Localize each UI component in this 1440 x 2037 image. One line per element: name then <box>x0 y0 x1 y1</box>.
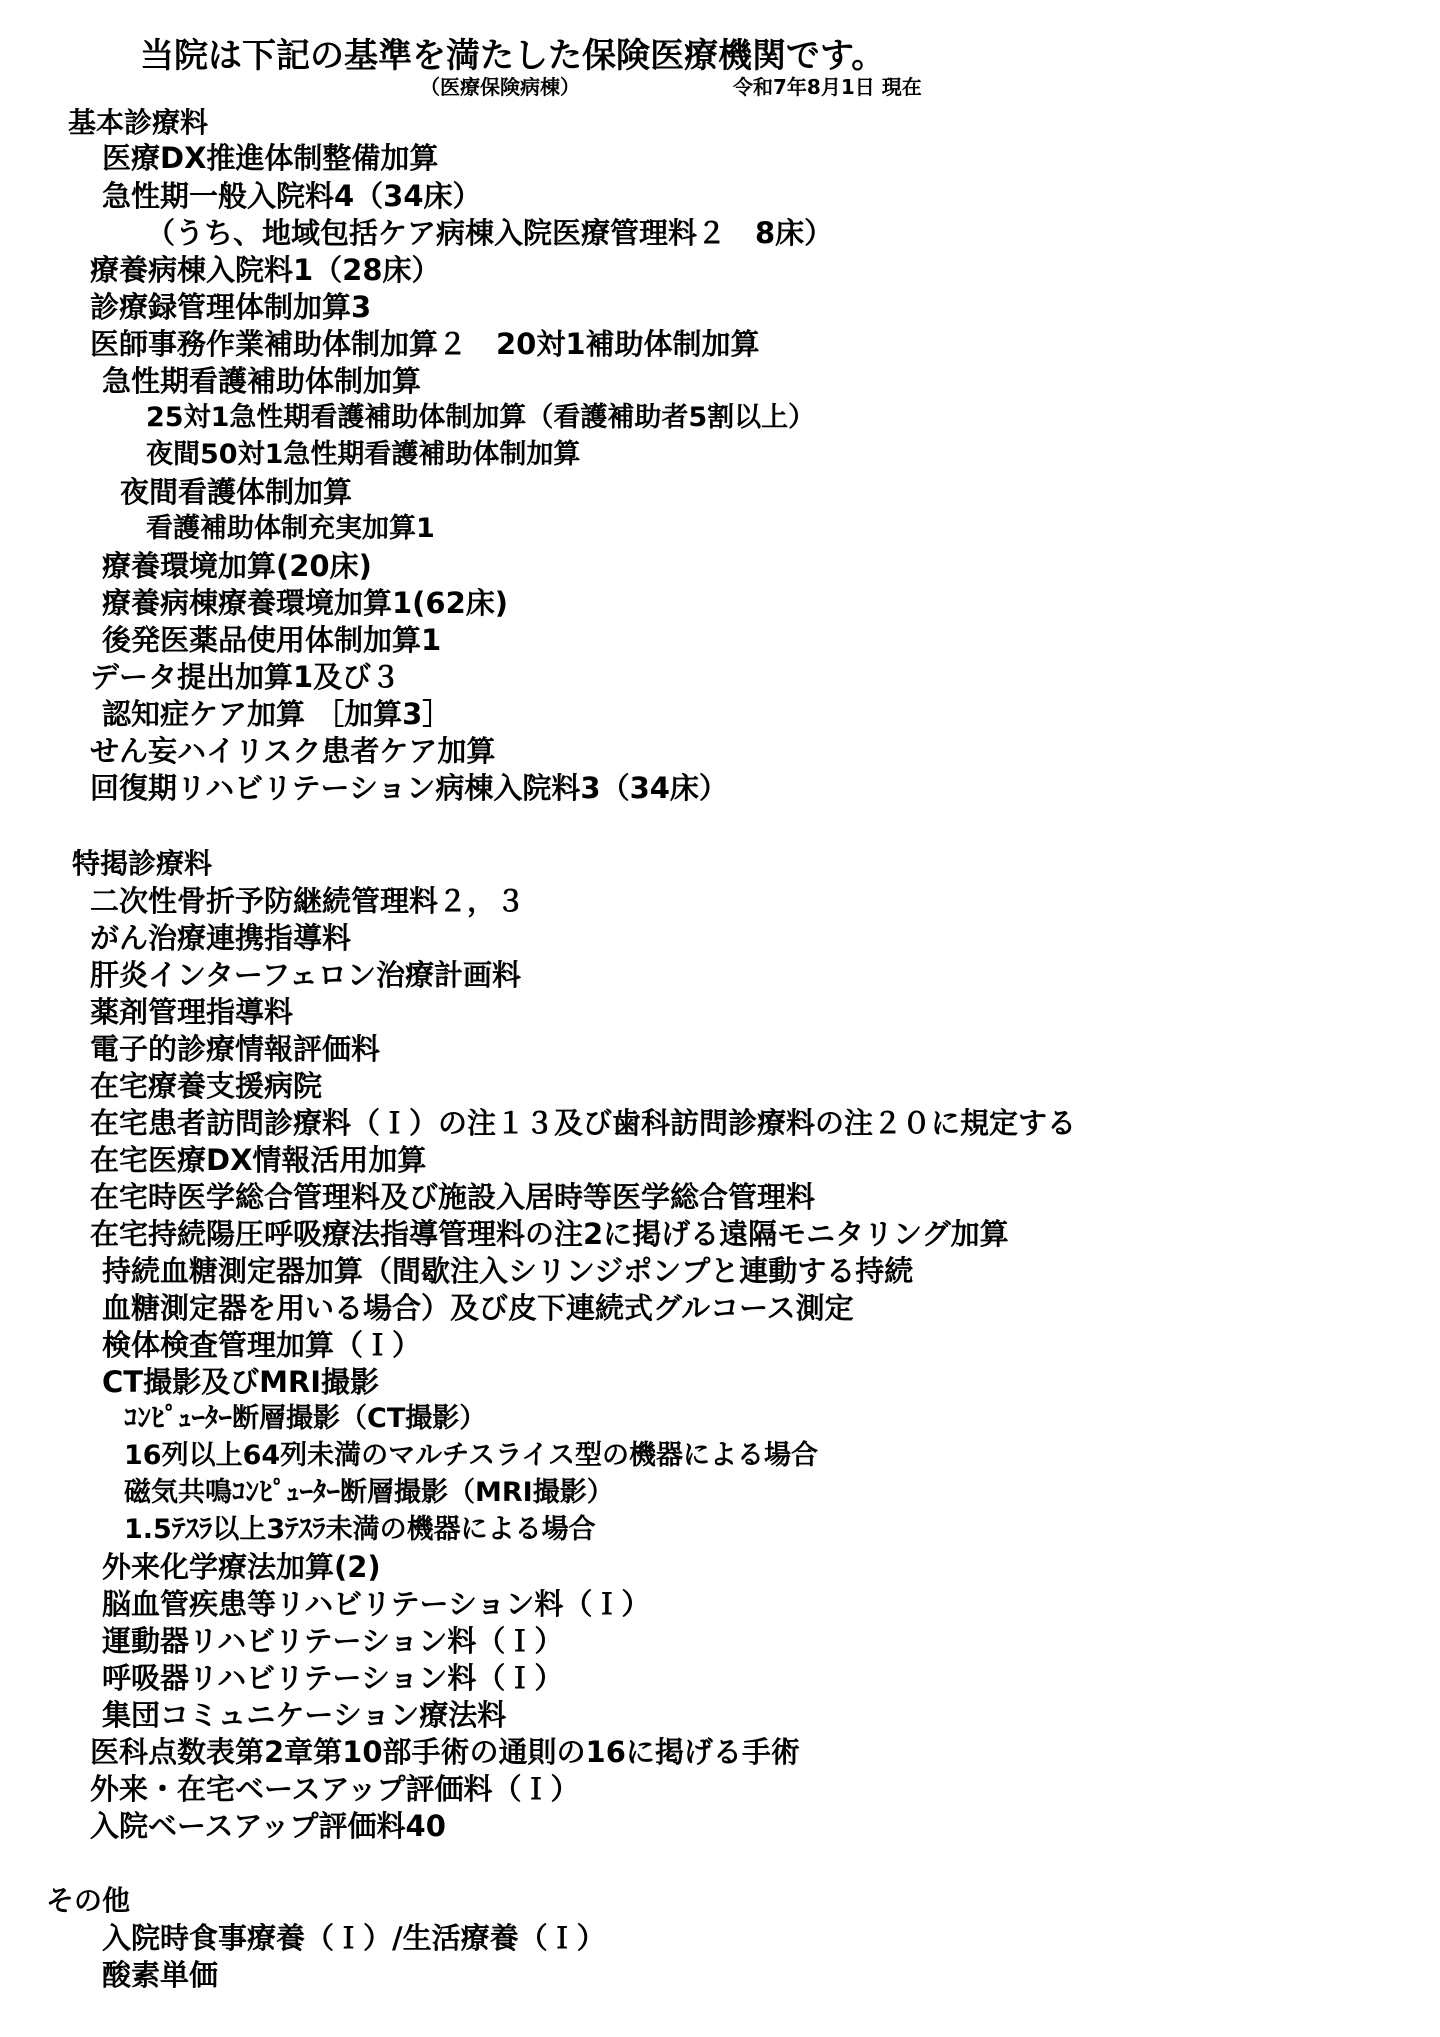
list-item: 外来化学療法加算(2) <box>102 1550 381 1584</box>
list-item: ｺﾝﾋﾟｭｰﾀｰ断層撮影（CT撮影） <box>124 1403 487 1434</box>
section-heading-special: 特掲診療料 <box>72 847 213 880</box>
list-item: 看護補助体制充実加算1 <box>146 513 435 544</box>
list-item: 在宅持続陽圧呼吸療法指導管理料の注2に掲げる遠隔モニタリング加算 <box>90 1217 1009 1251</box>
list-item: （うち、地域包括ケア病棟入院医療管理料２ 8床） <box>146 216 834 250</box>
list-item: 肝炎インターフェロン治療計画料 <box>90 958 521 992</box>
list-item: 入院時食事療養（Ｉ）/生活療養（Ｉ） <box>102 1921 606 1955</box>
list-item: 在宅医療DX情報活用加算 <box>90 1143 427 1177</box>
list-item: 回復期リハビリテーション病棟入院料3（34床） <box>90 771 728 805</box>
list-item: 診療録管理体制加算3 <box>90 290 372 324</box>
list-item: 集団コミュニケーション療法料 <box>102 1698 507 1732</box>
list-item: 在宅患者訪問診療料（Ｉ）の注１３及び歯科訪問診療料の注２０に規定する <box>90 1106 1077 1140</box>
section-heading-other: その他 <box>46 1884 131 1917</box>
list-item: 認知症ケア加算 ［加算3］ <box>102 697 452 731</box>
page-title: 当院は下記の基準を満たした保険医療機関です。 <box>140 36 886 76</box>
list-item: データ提出加算1及び３ <box>90 660 401 694</box>
list-item: 夜間50対1急性期看護補助体制加算 <box>146 439 581 470</box>
list-item: 呼吸器リハビリテーション料（Ｉ） <box>102 1661 564 1695</box>
list-item: 医科点数表第2章第10部手術の通則の16に掲げる手術 <box>90 1735 800 1769</box>
list-item: せん妄ハイリスク患者ケア加算 <box>90 734 496 768</box>
list-item: 医師事務作業補助体制加算２ 20対1補助体制加算 <box>90 327 760 361</box>
list-item: 脳血管疾患等リハビリテーション料（Ｉ） <box>102 1587 651 1621</box>
list-item: 外来・在宅ベースアップ評価料（Ｉ） <box>90 1772 580 1806</box>
list-item: 検体検査管理加算（Ｉ） <box>102 1328 422 1362</box>
list-item: 16列以上64列未満のマルチスライス型の機器による場合 <box>124 1440 818 1471</box>
list-item: 療養病棟入院料1（28床） <box>90 253 441 287</box>
list-item: 磁気共鳴ｺﾝﾋﾟｭｰﾀｰ断層撮影（MRI撮影） <box>124 1477 614 1508</box>
list-item: 1.5ﾃｽﾗ以上3ﾃｽﾗ未満の機器による場合 <box>124 1514 596 1545</box>
list-item: 持続血糖測定器加算（間歇注入シリンジポンプと連動する持続 <box>102 1254 914 1288</box>
list-item: 入院ベースアップ評価料40 <box>90 1809 446 1843</box>
list-item: 酸素単価 <box>102 1958 219 1992</box>
list-item: 薬剤管理指導料 <box>90 995 294 1029</box>
effective-date: 令和7年8月1日 現在 <box>733 75 922 99</box>
list-item: 医療DX推進体制整備加算 <box>102 141 439 175</box>
list-item: 療養環境加算(20床) <box>102 549 372 583</box>
list-item: 運動器リハビリテーション料（Ｉ） <box>102 1624 564 1658</box>
list-item: 急性期一般入院料4（34床） <box>102 179 482 213</box>
list-item: CT撮影及びMRI撮影 <box>102 1365 380 1399</box>
list-item: 後発医薬品使用体制加算1 <box>102 623 442 657</box>
list-item: 急性期看護補助体制加算 <box>102 364 422 398</box>
ward-label: （医療保険病棟） <box>420 75 580 99</box>
section-heading-basic: 基本診療料 <box>68 106 209 139</box>
list-item: 療養病棟療養環境加算1(62床) <box>102 586 509 620</box>
list-item: 夜間看護体制加算 <box>120 475 353 509</box>
list-item: がん治療連携指導料 <box>90 921 352 955</box>
list-item: 在宅療養支援病院 <box>90 1069 323 1103</box>
list-item: 電子的診療情報評価料 <box>90 1032 381 1066</box>
list-item: 二次性骨折予防継続管理料２，３ <box>90 884 526 918</box>
list-item: 血糖測定器を用いる場合）及び皮下連続式グルコース測定 <box>102 1291 854 1325</box>
list-item: 在宅時医学総合管理料及び施設入居時等医学総合管理料 <box>90 1180 816 1214</box>
list-item: 25対1急性期看護補助体制加算（看護補助者5割以上） <box>146 402 816 433</box>
